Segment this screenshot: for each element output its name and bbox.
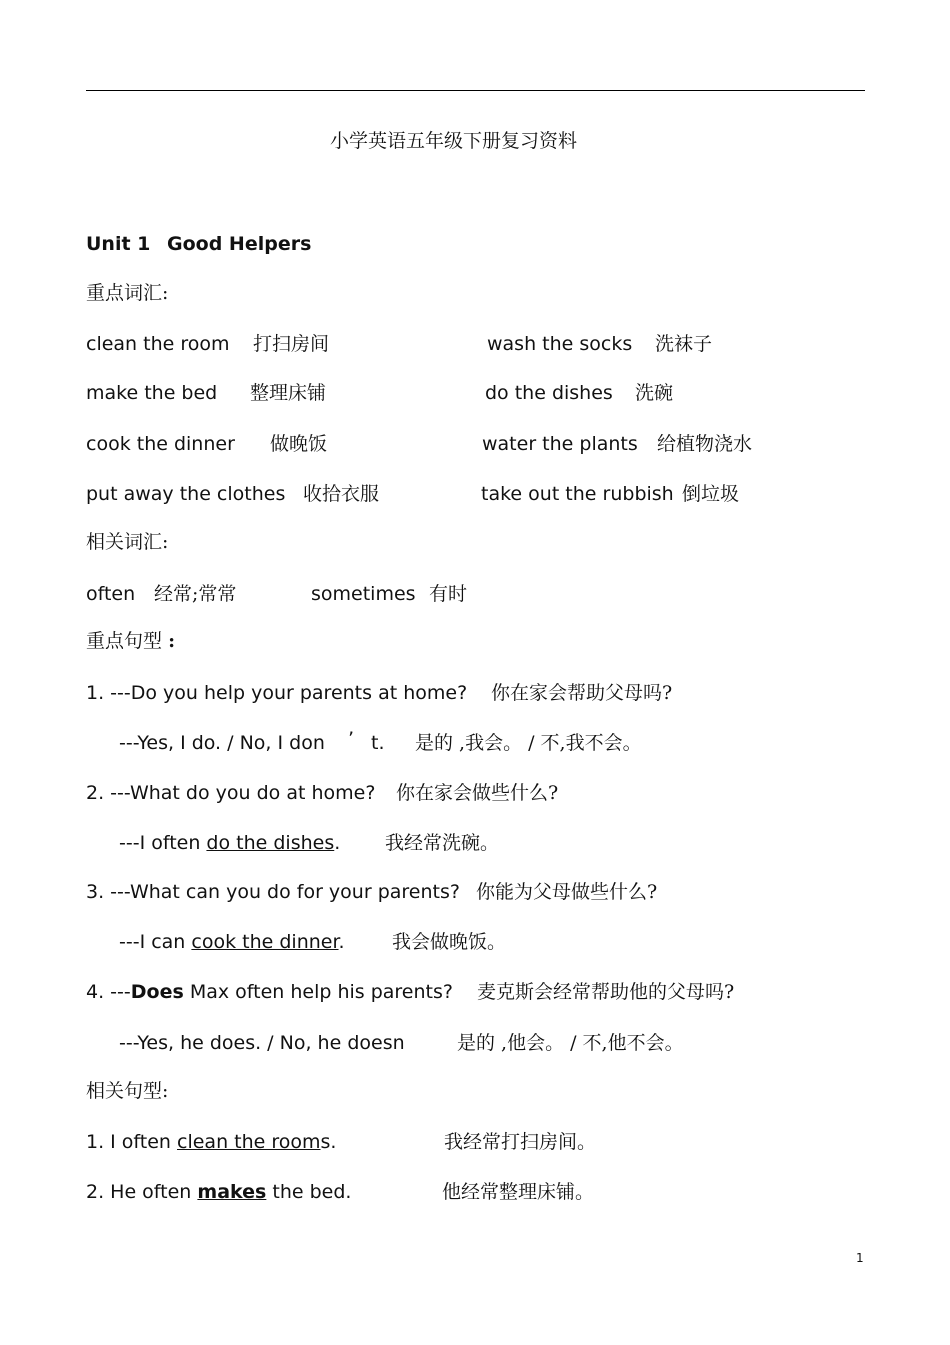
vocab-en: take out the rubbish <box>481 483 674 505</box>
vocab-en: clean the room <box>86 333 230 355</box>
sentence-question-cn: 麦克斯会经常帮助他的父母吗? <box>477 981 735 1003</box>
related-sentence: 1. I often clean the rooms. <box>86 1131 337 1153</box>
related-sentence-cn: 他经常整理床铺。 <box>442 1181 595 1203</box>
sentence-answer: ---I can cook the dinner. <box>119 931 345 953</box>
sentence-question-cn: 你能为父母做些什么? <box>476 881 658 903</box>
sentence-answer-cn: 是的 ,他会。 / 不,他不会。 <box>457 1032 684 1054</box>
related-vocab-heading: 相关词汇: <box>86 531 169 553</box>
sentence-question-cn: 你在家会帮助父母吗? <box>491 682 673 704</box>
vocab-cn: 倒垃圾 <box>682 483 740 505</box>
sentence-answer: ---I often do the dishes. <box>119 832 341 854</box>
sentence-question: 2. ---What do you do at home? <box>86 782 376 804</box>
vocab-en: do the dishes <box>485 382 613 404</box>
sentence-answer: ---Yes, I do. / No, I don <box>119 732 325 754</box>
vocab-cn: 洗碗 <box>635 382 674 404</box>
key-vocab-heading: 重点词汇: <box>86 282 169 304</box>
sentence-question-cn: 你在家会做些什么? <box>396 782 559 804</box>
vocab-cn: 给植物浇水 <box>657 433 753 455</box>
sentence-answer-cn: 是的 ,我会。 / 不,我不会。 <box>415 732 642 754</box>
sentence-question: 4. ---Does Max often help his parents? <box>86 981 453 1003</box>
related-vocab-en: sometimes <box>311 583 416 605</box>
sentence-answer-cn: 我经常洗碗。 <box>385 832 500 854</box>
related-sentence-cn: 我经常打扫房间。 <box>444 1131 597 1153</box>
related-vocab-cn: 经常;常常 <box>154 583 237 605</box>
sentence-question: 3. ---What can you do for your parents? <box>86 881 460 903</box>
sentence-answer-tail: t. <box>371 732 385 754</box>
unit-name: Good Helpers <box>167 233 312 255</box>
vocab-cn: 打扫房间 <box>253 333 330 355</box>
vocab-cn: 洗袜子 <box>655 333 713 355</box>
document-title: 小学英语五年级下册复习资料 <box>330 130 578 152</box>
vocab-en: wash the socks <box>487 333 633 355</box>
related-vocab-cn: 有时 <box>429 583 468 605</box>
vocab-en: water the plants <box>482 433 638 455</box>
sentence-answer-cn: 我会做晚饭。 <box>392 931 507 953</box>
related-vocab-en: often <box>86 583 136 605</box>
vocab-cn: 整理床铺 <box>250 382 327 404</box>
related-sentences-heading: 相关句型: <box>86 1080 169 1102</box>
key-sentences-heading: 重点句型 : <box>86 630 176 652</box>
vocab-en: put away the clothes <box>86 483 286 505</box>
page-number: 1 <box>856 1251 864 1265</box>
header-rule <box>86 90 865 91</box>
sentence-question: 1. ---Do you help your parents at home? <box>86 682 468 704</box>
vocab-en: make the bed <box>86 382 218 404</box>
vocab-cn: 收拾衣服 <box>303 483 380 505</box>
apostrophe: ’ <box>348 728 355 750</box>
unit-label: Unit 1 <box>86 233 151 255</box>
vocab-en: cook the dinner <box>86 433 235 455</box>
related-sentence: 2. He often makes the bed. <box>86 1181 352 1203</box>
vocab-cn: 做晚饭 <box>270 433 328 455</box>
sentence-answer: ---Yes, he does. / No, he doesn <box>119 1032 405 1054</box>
